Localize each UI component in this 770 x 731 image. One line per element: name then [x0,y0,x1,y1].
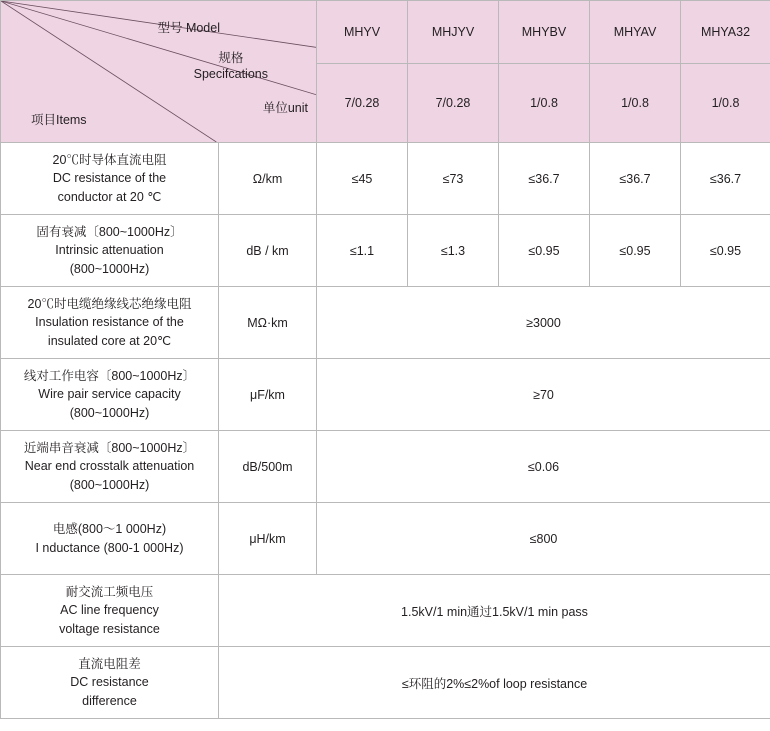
row-item-near-end-crosstalk [1,431,219,503]
row-value-span-full: ≤环阻的2%≤2%of loop resistance [219,647,770,719]
table-row [1,503,770,575]
table-row [1,143,770,215]
row-item-intrinsic-attenuation [1,215,219,287]
table-row [1,647,770,719]
row-unit: MΩ·km [219,287,317,359]
header-spec-mhjyv: 7/0.28 [408,64,499,143]
row-value: ≤0.95 [499,215,590,287]
header-model-label: 型号 Model [157,21,220,35]
row-unit: μH/km [219,503,317,575]
table-row [1,287,770,359]
row-value: ≤0.95 [590,215,681,287]
row-value-span: ≤0.06 [317,431,770,503]
row-value: ≤36.7 [681,143,770,215]
header-spec-mhybv: 1/0.8 [499,64,590,143]
row-value-span: ≤800 [317,503,770,575]
row-item-en2: conductor at 20 ℃ [57,189,162,204]
row-value-span: ≥3000 [317,287,770,359]
row-item-ac-voltage-resistance [1,575,219,647]
row-item-cn: 线对工作电容〔800~1000Hz〕 [23,369,196,384]
row-item-en1: I nductance (800-1 000Hz) [35,540,184,555]
header-model-mhjyv: MHJYV [408,1,499,64]
row-value: ≤36.7 [499,143,590,215]
header-spec-mhya32: 1/0.8 [681,64,770,143]
row-unit: Ω/km [219,143,317,215]
row-item-en2: (800~1000Hz) [69,261,150,276]
header-model-mhyav: MHYAV [590,1,681,64]
table-row [1,575,770,647]
row-item-en2: (800~1000Hz) [69,477,150,492]
row-item-cn: 固有衰减〔800~1000Hz〕 [36,225,183,240]
row-unit: dB/500m [219,431,317,503]
header-items-label: 项目Items [31,113,87,127]
row-value: ≤36.7 [590,143,681,215]
row-item-cn: 电感(800～1 000Hz) [52,522,167,537]
row-value-span: ≥70 [317,359,770,431]
row-item-en1: Insulation resistance of the [35,315,184,330]
row-unit: μF/km [219,359,317,431]
row-item-en1: Intrinsic attenuation [55,243,164,258]
row-item-en1: Wire pair service capacity [38,387,181,402]
row-value: ≤45 [317,143,408,215]
row-item-en1: Near end crosstalk attenuation [24,459,195,474]
row-item-en1: DC resistance [70,675,149,690]
row-item-cn: 近端串音衰减〔800~1000Hz〕 [23,441,196,456]
row-value-span-full: 1.5kV/1 min通过1.5kV/1 min pass [219,575,770,647]
header-unit-label: 单位unit [262,101,308,115]
table-row [1,215,770,287]
row-value: ≤73 [408,143,499,215]
table-row [1,431,770,503]
header-model-mhyv: MHYV [317,1,408,64]
header-corner-cell [1,1,317,143]
row-item-cn: 直流电阻差 [78,657,141,672]
row-item-dc-resistance [1,143,219,215]
row-item-en2: (800~1000Hz) [69,405,150,420]
row-value: ≤0.95 [681,215,770,287]
table-row [1,359,770,431]
row-item-en2: difference [82,693,137,708]
row-item-en1: AC line frequency [60,603,159,618]
header-model-mhybv: MHYBV [499,1,590,64]
row-unit: dB / km [219,215,317,287]
header-spec-mhyv: 7/0.28 [317,64,408,143]
row-item-inductance [1,503,219,575]
corner-diagonal-lines [1,1,316,142]
header-spec-label-cn: 规格 [218,51,244,65]
row-item-cn: 20℃时电缆绝缘线芯绝缘电阻 [27,297,192,312]
header-spec-label-en: Specifcations [193,66,268,81]
row-item-insulation-resistance [1,287,219,359]
row-item-en2: voltage resistance [59,621,160,636]
header-spec-label [194,51,268,82]
header-model-mhya32: MHYA32 [681,1,770,64]
row-item-wire-pair-capacity [1,359,219,431]
row-item-cn: 20℃时导体直流电阻 [52,153,167,168]
row-item-dc-resistance-difference [1,647,219,719]
row-item-cn: 耐交流工频电压 [65,585,154,600]
row-value: ≤1.1 [317,215,408,287]
header-spec-mhyav: 1/0.8 [590,64,681,143]
table-header-row-models [1,1,770,64]
row-value: ≤1.3 [408,215,499,287]
row-item-en1: DC resistance of the [52,171,167,186]
row-item-en2: insulated core at 20℃ [47,333,172,348]
